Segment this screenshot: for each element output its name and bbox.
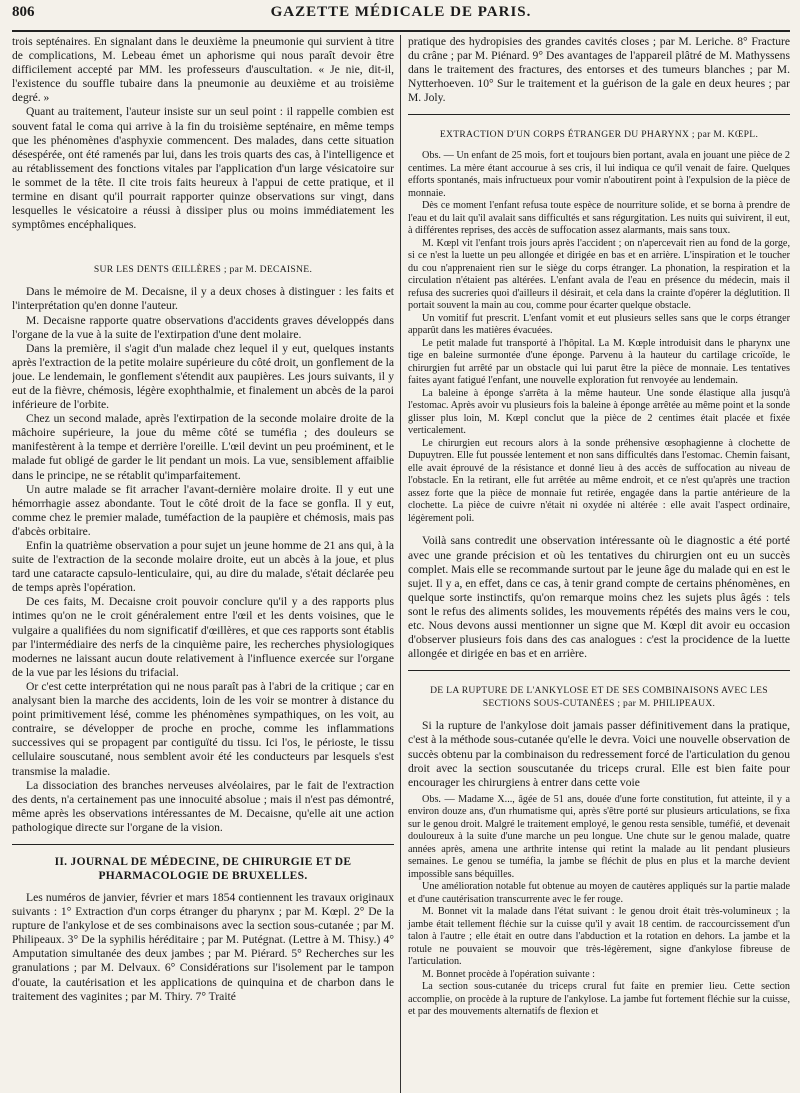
paragraph: La dissociation des branches nerveuses alvéolaires, par le fait de l'extraction des dents, n'a certainement pas une innocuité absolue ; mais il n'est pas démontré, même après les observations intéressantes de M. Decaisne, qu'elle ait une action pathologique directe sur l'organe de la vision. (12, 778, 394, 834)
left-column (12, 35, 401, 1093)
observation-paragraph: Obs. — Madame X..., âgée de 51 ans, douée d'une forte constitution, fut atteinte, il y a environ douze ans, d'un rhumatisme qui, après s'être porté sur plusieurs articulations, se fixa sur le genou droit. Malgré le traitement employé, le genou resta sensible, tuméfié, et devenait douloureux à la suite d'une marche un peu longue. Une chute sur le genou malade, quatre années après, amena une arthrite intense qui retint la malade au lit pendant plusieurs semaines. Le genou se tuméfia, la jambe se fléchit de plus en plus et la marche devient impossible sans béquilles. (408, 793, 790, 880)
right-column (401, 35, 790, 1093)
paragraph: pratique des hydropisies des grandes cavités closes ; par M. Leriche. 8° Fracture du crâne ; par M. Piénard. 9° Des avantages de l'appareil plâtré de M. Mathyssens dans le traitement des fractures, des entorses et des tumeurs blanches ; par M. Nytterhoeven. 10° Sur le traitement et la guérison de la gale en deux heures ; par M. Joly. (408, 35, 790, 105)
section-divider (12, 844, 394, 845)
article-heading: SUR LES DENTS ŒILLÈRES ; par M. DECAISNE. (93, 264, 313, 276)
paragraph: trois septénaires. En signalant dans le deuxième la pneumonie qui survient à titre de complications, M. Lebeau émet un aphorisme qui nous paraît devoir être difficilement accepté par MM. les professeurs d'auscultation. « Je nie, dit-il, l'existence du souffle tubaire dans la pneumonie au deuxième et au troisième degré. » (12, 35, 394, 105)
paragraph: Un autre malade se fit arracher l'avant-dernière molaire droite. Il y eut une hémorrhagie assez abondante. Tout le côté droit de la face se gonfla. Il y eut, comme chez le premier malade, tuméfaction de la paupière et chémosis, mais pas d'abcès orbitaire. (12, 482, 394, 538)
spacer (408, 525, 790, 534)
paragraph: Si la rupture de l'ankylose doit jamais passer définitivement dans la pratique, c'est à la méthode sous-cutanée qu'elle le devra. Voici une nouvelle observation de succès obtenu par la combinaison du redressement forcé de l'articulation du genou droit avec la section souscutanée du triceps crural. Elle est bien faite pour encourager les chirurgiens à entrer dans cette voie (408, 719, 790, 789)
paragraph: Or c'est cette interprétation qui ne nous paraît pas à l'abri de la critique ; car en analysant bien la marche des accidents, loin de les voir se montrer à distance du point primitivement lésé, comme les phénomènes sympathiques, on les voit, au contraire, se développer de proche en proche, comme les inflammations successives qui se propagent par contiguïté du tissu. Ici l'os, le périoste, le tissu cellulaire souscutané, nous semblent avoir été les conducteurs par lesquels s'est transmise la maladie. (12, 679, 394, 778)
paragraph: De ces faits, M. Decaisne croit pouvoir conclure qu'il y a des rapports plus intimes qu'on ne le croit généralement entre l'œil et les dents voisines, que le vulgaire a qualifiées du nom significatif d'œillères, et que ces rapports sont établis par l'intermédiaire des nerfs de la cinquième paire, les recherches physiologiques modernes ne laissant aucun doute relativement à l'influence exercée sur l'organe de la vue par les lésions du trifacial. (12, 595, 394, 679)
section-divider (408, 670, 790, 671)
section-divider (408, 114, 790, 115)
paragraph: Les numéros de janvier, février et mars 1854 contiennent les travaux originaux suivants : 1° Extraction d'un corps étranger du pharynx ; par M. Kœpl. 2° De la rupture de l'ankylose et de ses combinaisons avec la section sous-cutanée ; par M. Philipeaux. 3° De la syphilis héréditaire ; par M. Putégnat. (Lettre à M. Thisy.) 4° Amputation simultanée des deux jambes ; par M. Piérard. 5° Recherches sur les granulations ; par M. Delvaux. 6° Considérations sur l'isolement par le tampon d'ouate, la cautérisation et les applications de quinquina et de charbon dans le traitement des vaginites ; par M. Thiry. 7° Traité (12, 890, 394, 1003)
observation-paragraph: Le petit malade fut transporté à l'hôpital. La M. Kœple introduisit dans le pharynx une tige en baleine surmontée d'une éponge. Parvenu à la hauteur du cartilage cricoïde, le chirurgien fut arrêté par un obstacle qui lui parut être la pièce de monnaie. Les tentatives faites ayant fatigué l'enfant, une nouvelle exploration fut renvoyée au lendemain. (408, 337, 790, 387)
observation-paragraph: Obs. — Un enfant de 25 mois, fort et toujours bien portant, avala en jouant une pièce de 2 centimes. La mère étant accourue à ses cris, il lui indiqua ce qu'il venait de faire. Quelques efforts spontanés, mais infructueux pour vomir n'aboutirent point à l'expulsion de la pièce de monnaie. (408, 150, 790, 199)
paragraph: Quant au traitement, l'auteur insiste sur un seul point : il rappelle combien est souvent fatal le coma qui arrive à la fin du troisième septénaire, en même temps que les phénomènes d'asphyxie commencent. Des malades, dans cette situation désespérée, ont été ramenés par lui, dans les trois quarts des cas, à l'intelligence et au rétablissement des fonctions vitales par l'application d'un large vésicatoire sur le sommet de la tête. Il cite trois faits heureux à l'appui de cette pratique, et il termine en disant qu'il pourrait rapporter quinze observations sur vingt, dans lesquelles le vésicatoire a réussi à dissiper plus ou moins immédiatement les symptômes encéphaliques. (12, 105, 394, 232)
observation-paragraph: M. Kœpl vit l'enfant trois jours après l'accident ; on n'apercevait rien au fond de la gorge, si ce n'est la luette un peu allongée et dirigée en bas et en arrière. L'inspiration et le toucher du cou n'apprenaient rien sur le siège du corps étranger. La phonation, la respiration et la circulation n'étaient pas altérées. L'enfant avala de l'eau en présence du médecin, mais il refusa des sucreries quoi d'ailleurs il désirait, et cela dans la crainte d'opérer la déglutition. Il portait souvent la main au cou, comme pour écarter quelque obstacle. (408, 237, 790, 312)
observation-paragraph: Un vomitif fut prescrit. L'enfant vomit et eut plusieurs selles sans que le corps étranger apparût dans les matières évacuées. (408, 312, 790, 337)
observation-paragraph: La baleine à éponge s'arrêta à la même hauteur. Une sonde élastique alla jusqu'à l'estomac. Après avoir vu plusieurs fois la baleine à éponge arrêtée au même point et la sonde glisser plus loin, M. Kœpl conclut que la pièce de 2 centimes était placée et fixée verticalement. (408, 387, 790, 437)
observation-paragraph: Une amélioration notable fut obtenue au moyen de cautères appliqués sur la partie malade et d'une cautérisation transcurrente avec le fer rouge. (408, 881, 790, 905)
observation-paragraph: Dès ce moment l'enfant refusa toute espèce de nourriture solide, et se borna à prendre de l'eau et du lait qu'il avalait sans difficultés et sans régurgitation. Les nuits qui suivirent, il eut, à différentes reprises, des accès de suffocation assez alarmants, mais sans toux. (408, 200, 790, 237)
observation-paragraph: M. Bonnet procède à l'opération suivante : (422, 968, 595, 980)
paragraph: Chez un second malade, après l'extirpation de la seconde molaire droite de la mâchoire supérieure, la joue du même côté se tuméfia ; des douleurs se manifestèrent à la tempe et derrière l'oreille. L'œil devint un peu proéminent, et le malade fut obligé de garder le lit pendant un mois. La vue, sensiblement affaiblie dans le principe, ne se rétablit qu'imparfaitement. (12, 412, 394, 482)
section-heading: II. JOURNAL DE MÉDECINE, DE CHIRURGIE ET DE PHARMACOLOGIE DE BRUXELLES. (54, 855, 352, 883)
two-column-body (12, 35, 790, 1093)
article-heading: DE LA RUPTURE DE L'ANKYLOSE ET DE SES COMBINAISONS AVEC LES SECTIONS SOUS-CUTANÉES ; par M. PHILIPEAUX. (430, 685, 768, 710)
article-heading: EXTRACTION D'UN CORPS ÉTRANGER DU PHARYNX ; par M. KŒPL. (439, 129, 759, 141)
observation-paragraph: Le chirurgien eut recours alors à la sonde préhensive œsophagienne à clochette de Dupuytren. Elle fut poussée lentement et non sans difficultés dans l'estomac. Chemin faisant, elle avait éprouvé de la résistance et donné lieu à des accès de suffocation au niveau de l'obstacle. En la retirant, elle fut arrêtée au même endroit, et ce n'est qu'après une traction assez forte que la pièce de monnaie fut retirée, engagée dans la partie antérieure de la clochette. La pièce de cuivre n'était ni oxydée ni altérée : elle avait l'aspect ordinaire, légèrement poli. (408, 437, 790, 524)
page-header (12, 0, 790, 32)
spacer (12, 232, 394, 250)
paragraph: Dans la première, il s'agit d'un malade chez lequel il y eut, quelques instants après l'extraction de la petite molaire supérieure du côté droit, un gonflement de la joue. Le lendemain, le gonflement s'étendit aux paupières. Les jours suivants, il y eut de la fièvre, chémosis, légère exophthalmie, et finalement un abcès de la paroi inférieure de l'orbite. (12, 341, 394, 412)
page-number: 806 (12, 4, 35, 20)
paragraph: Enfin la quatrième observation a pour sujet un jeune homme de 21 ans qui, à la suite de l'extraction de la seconde molaire droite, eut un abcès à la joue, et plus tard une cataracte capsulo-lenticulaire, qui, au dire du malade, s'était déclarée peu de temps après l'opération. (12, 539, 394, 595)
observation-paragraph: La section sous-cutanée du triceps crural fut faite en premier lieu. Cette section accomplie, on procède à la rupture de l'ankylose. La jambe fut fortement fléchie sur la cuisse, et par des mouvements alternatifs de flexion et (408, 981, 790, 1018)
paragraph: Voilà sans contredit une observation intéressante où le diagnostic a été porté avec une grande précision et où les tentatives du chirurgien ont eu un succès complet. Mais elle se recommande surtout par le jeune âge du malade qui en est le sujet. Il y a, en effet, dans ce cas, à tenir grand compte de certains phénomènes, en quelque sorte instinctifs, qu'on remarque moins chez les sujets plus âgés : tels sont le refus des aliments solides, les mouvements répétés des mains vers le cou, etc. Nous devons aussi mentionner un signe que M. Kœpl dit avoir eu occasion d'observer plusieurs fois dans des cas analogues : c'est la procidence de la luette allongée et dirigée en bas et en arrière. (408, 534, 790, 661)
paragraph: Dans le mémoire de M. Decaisne, il y a deux choses à distinguer : les faits et l'interprétation qu'en donne l'auteur. (12, 285, 394, 313)
running-title: GAZETTE MÉDICALE DE PARIS. (270, 4, 532, 20)
observation-paragraph: M. Bonnet vit la malade dans l'état suivant : le genou droit était très-volumineux ; la jambe était tellement fléchie sur la cuisse qu'il y avait 18 centim. de raccourcissement d'un talon à l'autre ; elle était en outre dans l'abduction et la rotation en dehors. La jambe et la rotule ne pouvaient se mouvoir que très-légèrement, signe d'ankylose fibreuse de l'articulation. (408, 906, 790, 968)
paragraph: M. Decaisne rapporte quatre observations d'accidents graves développés dans l'organe de la vue à la suite de l'extirpation d'une dent molaire. (12, 313, 394, 341)
